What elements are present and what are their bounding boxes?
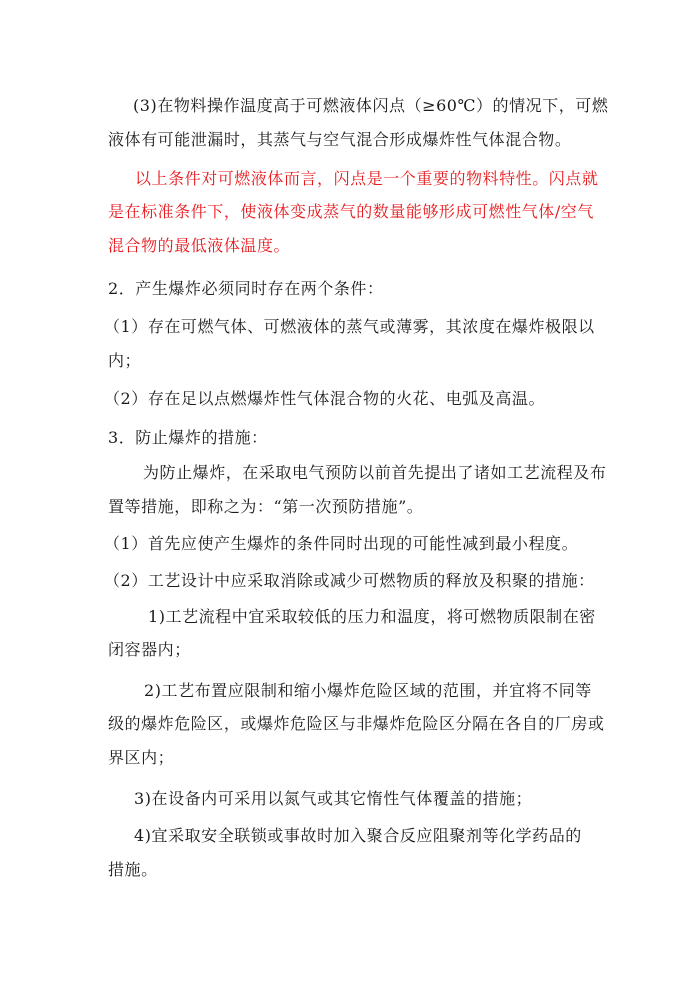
condition-2: （2）存在足以点燃爆炸性气体混合物的火花、电弧及高温。 bbox=[104, 389, 546, 408]
sub-measure-4-line-1: 4)宜采取安全联锁或事故时加入聚合反应阻聚剂等化学药品的 bbox=[134, 826, 582, 845]
condition-1-line-2: 内； bbox=[108, 351, 142, 370]
prevention-intro-line-2: 置等措施，即称之为：“第一次预防措施”。 bbox=[108, 497, 424, 516]
sub-measure-1-line-2: 闭容器内； bbox=[108, 640, 191, 659]
prevention-intro-line-1: 为防止爆炸，在采取电气预防以前首先提出了诸如工艺流程及布 bbox=[143, 463, 607, 482]
section-2-heading: 2．产生爆炸必须同时存在两个条件： bbox=[108, 279, 384, 298]
paragraph-1-line-1: (3)在物料操作温度高于可燃液体闪点（≥60℃）的情况下，可燃 bbox=[133, 96, 609, 115]
condition-1-line-1: （1）存在可燃气体、可燃液体的蒸气或薄雾，其浓度在爆炸极限以 bbox=[104, 317, 595, 336]
section-3-heading: 3．防止爆炸的措施： bbox=[108, 428, 268, 447]
sub-measure-2-line-1: 2)工艺布置应限制和缩小爆炸危险区域的范围，并宜将不同等 bbox=[144, 681, 592, 700]
highlighted-paragraph-line-2: 是在标准条件下，使液体变成蒸气的数量能够形成可燃性气体/空气 bbox=[108, 202, 594, 221]
measure-1: （1）首先应使产生爆炸的条件同时出现的可能性减到最小程度。 bbox=[104, 534, 579, 553]
highlighted-paragraph-line-1: 以上条件对可燃液体而言，闪点是一个重要的物料特性。闪点就 bbox=[135, 169, 599, 188]
highlighted-paragraph-line-3: 混合物的最低液体温度。 bbox=[108, 236, 291, 255]
sub-measure-2-line-3: 界区内； bbox=[108, 748, 175, 767]
sub-measure-4-line-2: 措施。 bbox=[108, 860, 158, 879]
sub-measure-3: 3)在设备内可采用以氮气或其它惰性气体覆盖的措施； bbox=[134, 789, 533, 808]
measure-2: （2）工艺设计中应采取消除或减少可燃物质的释放及积聚的措施： bbox=[104, 571, 595, 590]
paragraph-1-line-2: 液体有可能泄漏时，其蒸气与空气混合形成爆炸性气体混合物。 bbox=[108, 130, 572, 149]
sub-measure-2-line-2: 级的爆炸危险区，或爆炸危险区与非爆炸危险区分隔在各自的厂房或 bbox=[108, 714, 605, 733]
sub-measure-1-line-1: 1)工艺流程中宜采取较低的压力和温度，将可燃物质限制在密 bbox=[148, 607, 596, 626]
